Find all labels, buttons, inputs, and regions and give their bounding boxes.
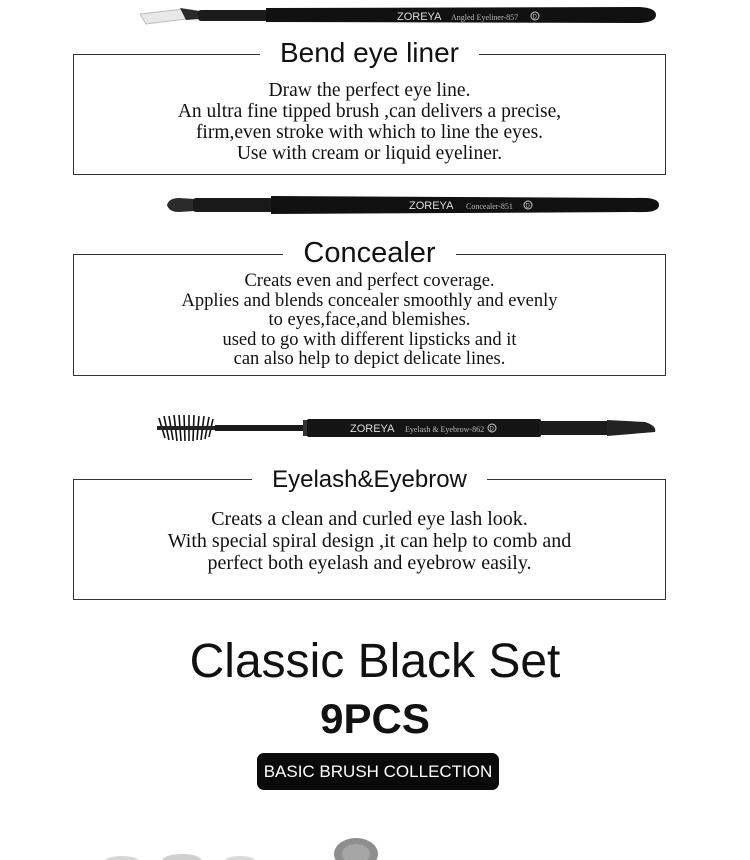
bend-eye-liner-title: Bend eye liner <box>260 37 479 68</box>
collection-badge: BASIC BRUSH COLLECTION <box>257 753 499 790</box>
eyelash-eyebrow-title: Eyelash&Eyebrow <box>252 466 487 493</box>
section-description <box>74 80 665 164</box>
brush-3-model: Eyelash & Eyebrow-862 <box>405 425 485 434</box>
section-title <box>74 468 665 492</box>
section-bend-eye-liner <box>73 37 666 175</box>
section-description <box>74 272 665 370</box>
description-line: Applies and blends concealer smoothly and evenly <box>181 290 558 311</box>
description-line: perfect both eyelash and eyebrow easily. <box>207 552 532 574</box>
brush-1-brand: ZOREYA <box>397 11 442 23</box>
brush-1-model: Angled Eyeliner-857 <box>451 13 519 22</box>
brush-concealer <box>165 192 665 218</box>
brush-2-model: Concealer-851 <box>466 202 513 211</box>
section-title <box>74 239 665 268</box>
section-title <box>74 39 665 67</box>
collection-title: Classic Black Set <box>189 635 561 688</box>
description-line: to eyes,face,and blemishes. <box>268 310 471 330</box>
brush-3-brand: ZOREYA <box>350 423 395 435</box>
brush-2-mark: D <box>525 203 530 210</box>
description-line: An ultra fine tipped brush ,can delivers a precise, <box>177 101 562 122</box>
description-line: Creats a clean and curled eye lash look. <box>211 508 528 530</box>
brush-heads-preview <box>100 832 400 860</box>
brush-1-mark: D <box>532 14 537 21</box>
description-line: With special spiral design ,it can help to comb and <box>167 530 572 552</box>
description-line: used to go with different lipsticks and it <box>222 329 517 350</box>
piece-count: 9PCS <box>320 695 430 742</box>
description-line: Creats even and perfect coverage. <box>244 271 495 291</box>
brush-eyelash-eyebrow <box>155 410 660 446</box>
brush-3-mark: D <box>489 426 494 433</box>
section-concealer <box>73 237 666 376</box>
description-line: Use with cream or liquid eyeliner. <box>236 143 503 164</box>
section-eyelash-eyebrow <box>73 466 666 600</box>
concealer-title: Concealer <box>283 237 455 269</box>
brush-2-brand: ZOREYA <box>409 200 454 212</box>
section-description <box>74 508 665 574</box>
description-line: can also help to depict delicate lines. <box>233 349 506 369</box>
description-line: Draw the perfect eye line. <box>268 80 471 101</box>
description-line: firm,even stroke with which to line the eyes. <box>195 122 544 143</box>
brush-angled-eyeliner <box>140 2 660 30</box>
